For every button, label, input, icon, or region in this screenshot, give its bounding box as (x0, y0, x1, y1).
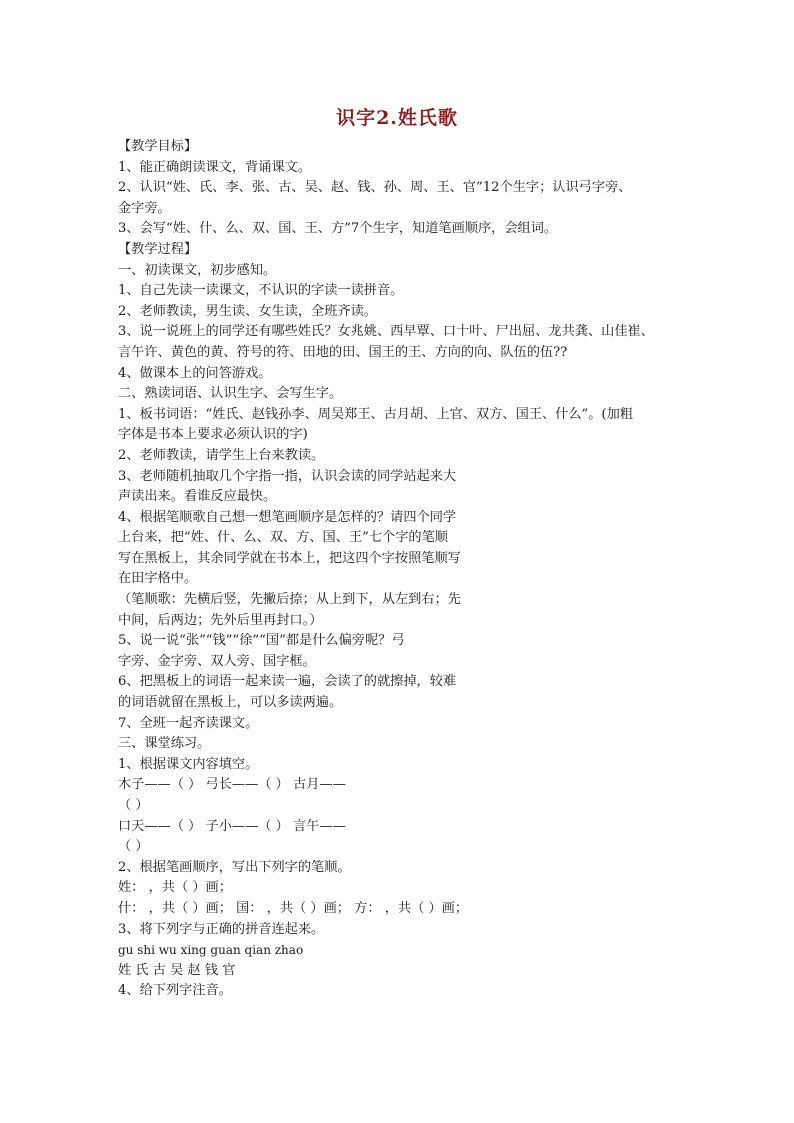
text-line: 言午许、黄色的黄、符号的符、田地的田、国王的王、方向的向、队伍的伍?? (118, 344, 568, 360)
text-line: 3、将下列字与正确的拼音连起来。 (118, 921, 325, 937)
text-line: 上台来，把“姓、什、么、双、方、国、王”七个字的笔顺 (118, 530, 448, 546)
text-line: 字旁、金字旁、双人旁、国字框。 (118, 653, 316, 669)
text-line: 7、全班一起齐读课文。 (118, 715, 259, 731)
text-line: 1、自己先读一读课文，不认识的字读一读拼音。 (118, 283, 404, 299)
text-line: 2、老师教读，男生读、女生读，全班齐读。 (118, 303, 377, 319)
text-line: （ ） (118, 798, 149, 813)
text-line: （ ） (118, 839, 149, 855)
text-line: 1、板书词语：“姓氏、赵钱孙李、周吴郑王、古月胡、上官、双方、国王、什么”。(加粗 (118, 406, 633, 422)
text-line: 字体是书本上要求必须认识的字) (118, 427, 308, 443)
text-line: 中间，后两边；先外后里再封口。） (118, 612, 323, 628)
text-line: 1、能正确朗读课文，背诵课文。 (118, 159, 312, 175)
text-line: 三、课堂练习。 (118, 736, 211, 752)
text-line: 一、初读课文，初步感知。 (118, 262, 277, 278)
text-line: 2、认识“姓、氏、李、张、古、吴、赵、钱、孙、周、王、官”12个生字；认识弓字旁、 (118, 180, 632, 196)
text-line: 4、根据笔顺歌自己想一想笔画顺序是怎样的？请四个同学 (118, 509, 457, 525)
text-line: 3、说一说班上的同学还有哪些姓氏？女兆姚、西早覃、口十叶、尸出屈、龙共龚、山佳崔、 (118, 324, 654, 340)
text-line: （笔顺歌：先横后竖，先撇后捺；从上到下，从左到右；先 (118, 592, 461, 608)
section-heading-process: 【教学过程】 (118, 241, 198, 257)
text-line: 什： ，共（ ）画； 国： ，共（ ）画； 方： ，共（ ）画； (118, 900, 469, 916)
text-line: 2、根据笔画顺序，写出下列字的笔顺。 (118, 859, 351, 875)
text-line: 二、熟读词语、认识生字、会写生字。 (118, 386, 343, 402)
text-line: 5、说一说“张”“钱”“徐”“国”都是什么偏旁呢？弓 (118, 633, 405, 649)
page-title: 识字2.姓氏歌 (336, 107, 458, 129)
text-line: 声读出来。看谁反应最快。 (118, 489, 277, 505)
text-line: 姓 氏 古 吴 赵 钱 官 (118, 962, 236, 978)
text-line: 3、会写“姓、什、么、双、国、王、方”7个生字，知道笔画顺序，会组词。 (118, 221, 558, 237)
section-heading-objectives: 【教学目标】 (118, 139, 198, 154)
text-line: 4、给下列字注音。 (118, 983, 232, 999)
document-body (118, 137, 698, 1002)
text-line: 写在黑板上，其余同学就在书本上，把这四个字按照笔顺写 (118, 550, 461, 566)
text-line: 木子——（ ） 弓长——（ ） 古月—— (118, 777, 346, 793)
text-line: 金字旁。 (118, 200, 171, 216)
pinyin-line: gu shi wu xing guan qian zhao (118, 943, 304, 958)
text-line: 的词语就留在黑板上，可以多读两遍。 (118, 695, 343, 711)
text-line: 口天——（ ） 子小——（ ） 言午—— (118, 818, 346, 834)
text-line: 3、老师随机抽取几个字指一指，认识会读的同学站起来大 (118, 468, 457, 484)
text-line: 1、根据课文内容填空。 (118, 756, 259, 772)
text-line: 姓： ，共（ ）画； (118, 880, 232, 896)
text-line: 在田字格中。 (118, 571, 198, 587)
text-line: 4、做课本上的问答游戏。 (118, 365, 272, 381)
text-line: 6、把黑板上的词语一起来读一遍，会读了的就擦掉，较难 (118, 674, 457, 690)
text-line: 2、老师教读，请学生上台来教读。 (118, 447, 325, 463)
